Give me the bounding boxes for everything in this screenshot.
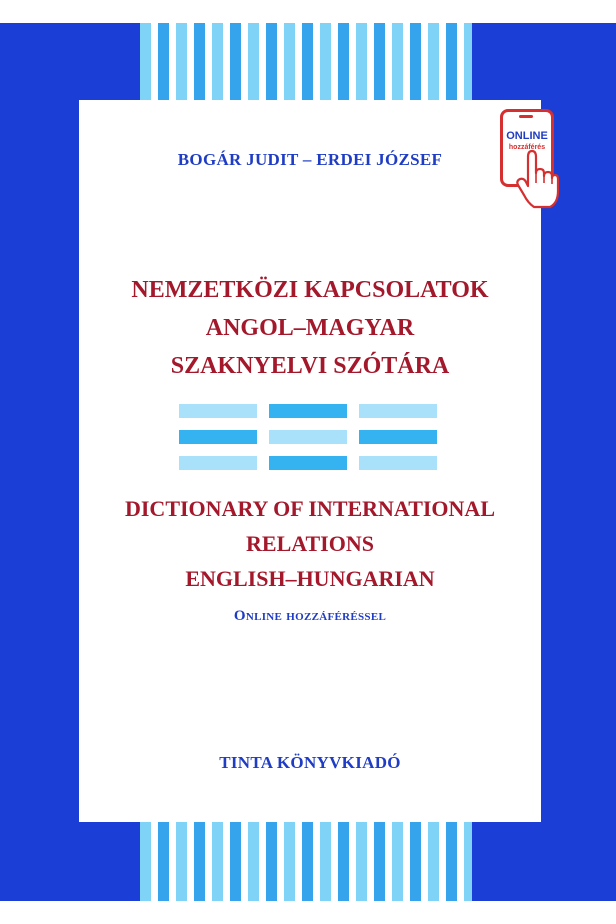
bottom-stripes-decoration bbox=[140, 821, 472, 901]
hungarian-title-line: NEMZETKÖZI KAPCSOLATOK bbox=[131, 277, 489, 303]
top-stripes-decoration bbox=[140, 23, 472, 103]
english-title-line: ENGLISH–HUNGARIAN bbox=[185, 566, 435, 591]
english-title bbox=[79, 491, 541, 596]
decor-bar bbox=[269, 404, 347, 418]
english-title-line: RELATIONS bbox=[246, 531, 374, 556]
publisher: TINTA KÖNYVKIADÓ bbox=[219, 753, 401, 772]
decor-bar bbox=[179, 430, 257, 444]
decor-bar bbox=[359, 456, 437, 470]
online-access-note: Online hozzáféréssel bbox=[233, 608, 387, 624]
hungarian-title bbox=[79, 271, 541, 385]
decor-bar bbox=[359, 404, 437, 418]
hungarian-title-line: ANGOL–MAGYAR bbox=[205, 315, 415, 341]
phone-speaker bbox=[519, 115, 533, 118]
decor-bar bbox=[179, 404, 257, 418]
decor-bar bbox=[359, 430, 437, 444]
english-title-line: DICTIONARY OF INTERNATIONAL bbox=[124, 496, 495, 521]
decor-bar bbox=[269, 430, 347, 444]
hand-tap-icon bbox=[514, 145, 560, 211]
bars-decoration bbox=[179, 404, 437, 474]
authors: BOGÁR JUDIT – ERDEI JÓZSEF bbox=[177, 150, 443, 169]
online-access-badge bbox=[498, 109, 562, 215]
cover-panel bbox=[79, 100, 541, 822]
decor-bar bbox=[269, 456, 347, 470]
badge-label-online: ONLINE bbox=[506, 130, 548, 142]
badge-label-access: hozzáférés bbox=[508, 144, 546, 151]
hungarian-title-line: SZAKNYELVI SZÓTÁRA bbox=[170, 353, 450, 379]
decor-bar bbox=[179, 456, 257, 470]
book-cover bbox=[0, 23, 616, 901]
